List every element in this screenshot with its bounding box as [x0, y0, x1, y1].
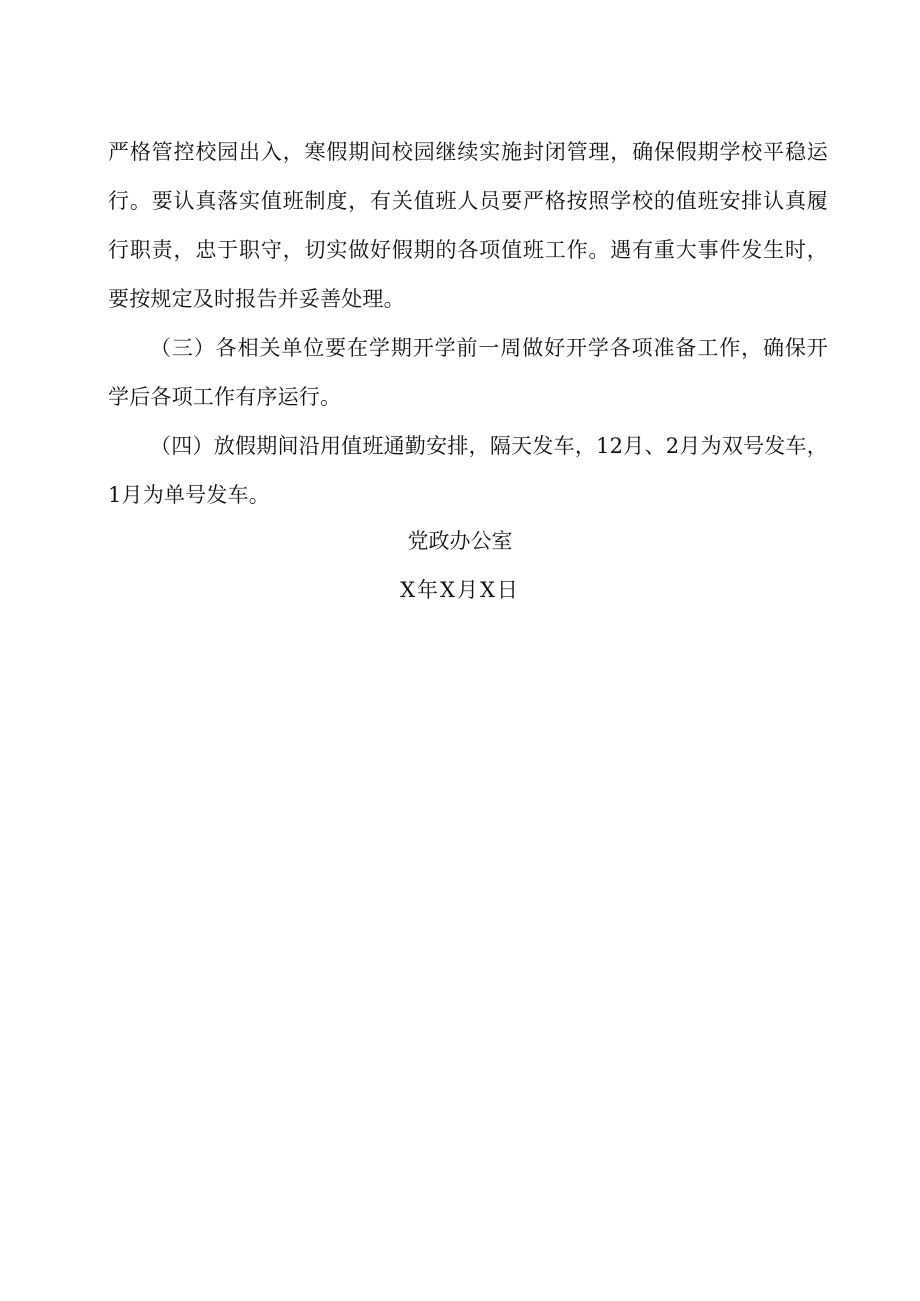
signature-organization: 党政办公室: [407, 529, 513, 553]
document-body: [108, 128, 828, 520]
paragraph-item-four: （四）放假期间沿用值班通勤安排，隔天发车，12月、2月为双号发车，1月为单号发车。: [108, 434, 828, 507]
paragraph-item-three: （三）各相关单位要在学期开学前一周做好开学各项准备工作，确保开学后各项工作有序运行。: [108, 336, 828, 409]
signature-date: X年X月X日: [400, 578, 520, 602]
paragraph-campus-management: 严格管控校园出入，寒假期间校园继续实施封闭管理，确保假期学校平稳运行。要认真落实值班制度，有关值班人员要严格按照学校的值班安排认真履行职责，忠于职守，切实做好假期的各项值班工作。遇有重大事件发生时，要按规定及时报告并妥善处理。: [108, 140, 828, 311]
